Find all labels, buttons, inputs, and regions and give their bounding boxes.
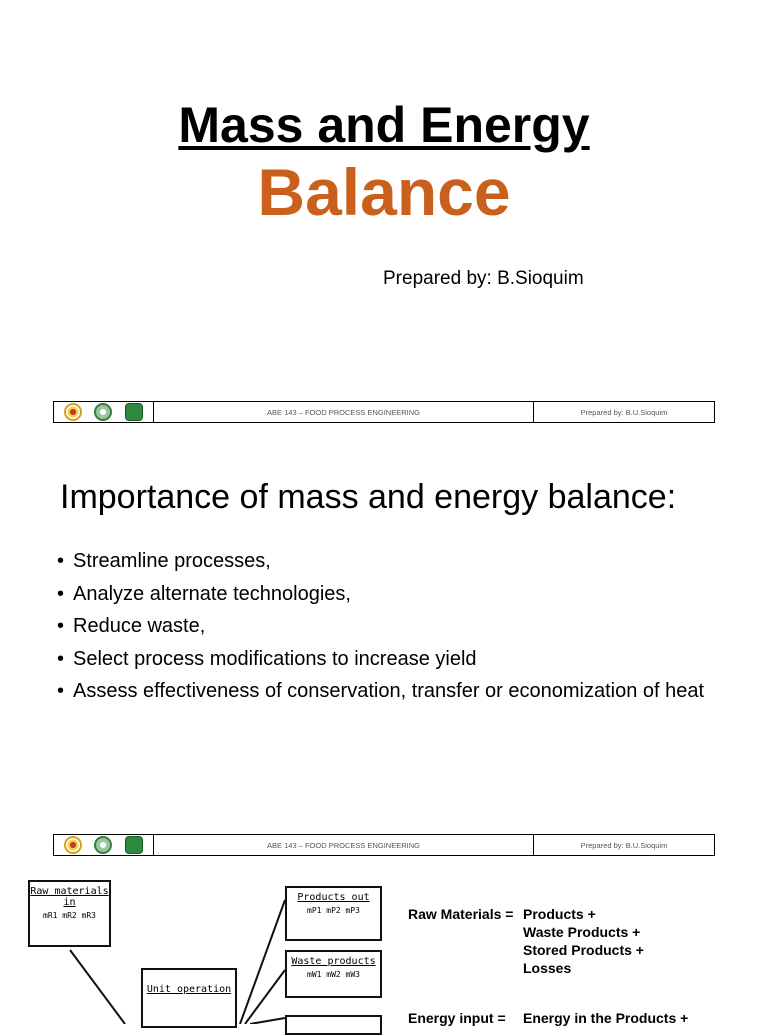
waste-products-label: Waste products bbox=[291, 956, 376, 967]
mass-term: Losses bbox=[523, 960, 572, 976]
waste-products-box bbox=[285, 950, 382, 998]
title-mass-energy: Mass and Energy bbox=[178, 97, 590, 153]
list-item: • Assess effectiveness of conservation, transfer or economization of heat bbox=[55, 679, 735, 703]
mass-equation-lhs: Raw Materials = bbox=[408, 906, 514, 922]
footer-bar bbox=[53, 401, 715, 423]
mass-term: Products + bbox=[523, 906, 596, 922]
footer-logos bbox=[54, 835, 154, 855]
unit-operation-box bbox=[141, 968, 237, 1028]
department-logo-icon bbox=[125, 403, 143, 421]
mass-term: Waste Products + bbox=[523, 924, 641, 940]
unit-operation-label: Unit operation bbox=[146, 984, 232, 995]
footer-course: ABE 143 – FOOD PROCESS ENGINEERING bbox=[154, 835, 534, 855]
college-seal-icon bbox=[94, 836, 112, 854]
mass-term: Stored Products + bbox=[523, 942, 644, 958]
raw-materials-box bbox=[28, 880, 111, 947]
title-line-1 bbox=[0, 95, 768, 155]
list-item: • Streamline processes, bbox=[55, 549, 735, 573]
stored-products-box bbox=[285, 1015, 382, 1035]
footer-author: Prepared by: B.U.Sioquim bbox=[580, 840, 668, 850]
raw-materials-label: Raw materials in bbox=[30, 886, 109, 908]
waste-products-symbols: mW1 mW2 mW3 bbox=[307, 970, 360, 979]
footer-author: Prepared by: B.U.Sioquim bbox=[580, 407, 668, 417]
energy-equation-lhs: Energy input = bbox=[408, 1010, 506, 1026]
footer-course: ABE 143 – FOOD PROCESS ENGINEERING bbox=[154, 402, 534, 422]
university-seal-icon bbox=[64, 836, 82, 854]
mass-equation-rhs bbox=[523, 905, 644, 977]
list-item: • Analyze alternate technologies, bbox=[55, 582, 735, 606]
list-item: • Reduce waste, bbox=[55, 614, 735, 638]
department-logo-icon bbox=[125, 836, 143, 854]
list-item: • Select process modifications to increase yield bbox=[55, 647, 735, 671]
title-balance: Balance bbox=[257, 155, 511, 229]
products-out-symbols: mP1 mP2 mP3 bbox=[307, 906, 360, 915]
products-out-box bbox=[285, 886, 382, 941]
raw-materials-symbols: mR1 mR2 mR3 bbox=[43, 911, 96, 920]
college-seal-icon bbox=[94, 403, 112, 421]
footer-bar bbox=[53, 834, 715, 856]
importance-heading: Importance of mass and energy balance: bbox=[60, 478, 677, 516]
energy-term: Energy in the Products + bbox=[523, 1010, 689, 1026]
prepared-by-text: Prepared by: B.Sioquim bbox=[383, 268, 584, 289]
energy-equation-rhs bbox=[523, 1009, 688, 1027]
university-seal-icon bbox=[64, 403, 82, 421]
importance-list bbox=[55, 549, 735, 712]
products-out-label: Products out bbox=[297, 892, 370, 903]
footer-logos bbox=[54, 402, 154, 422]
